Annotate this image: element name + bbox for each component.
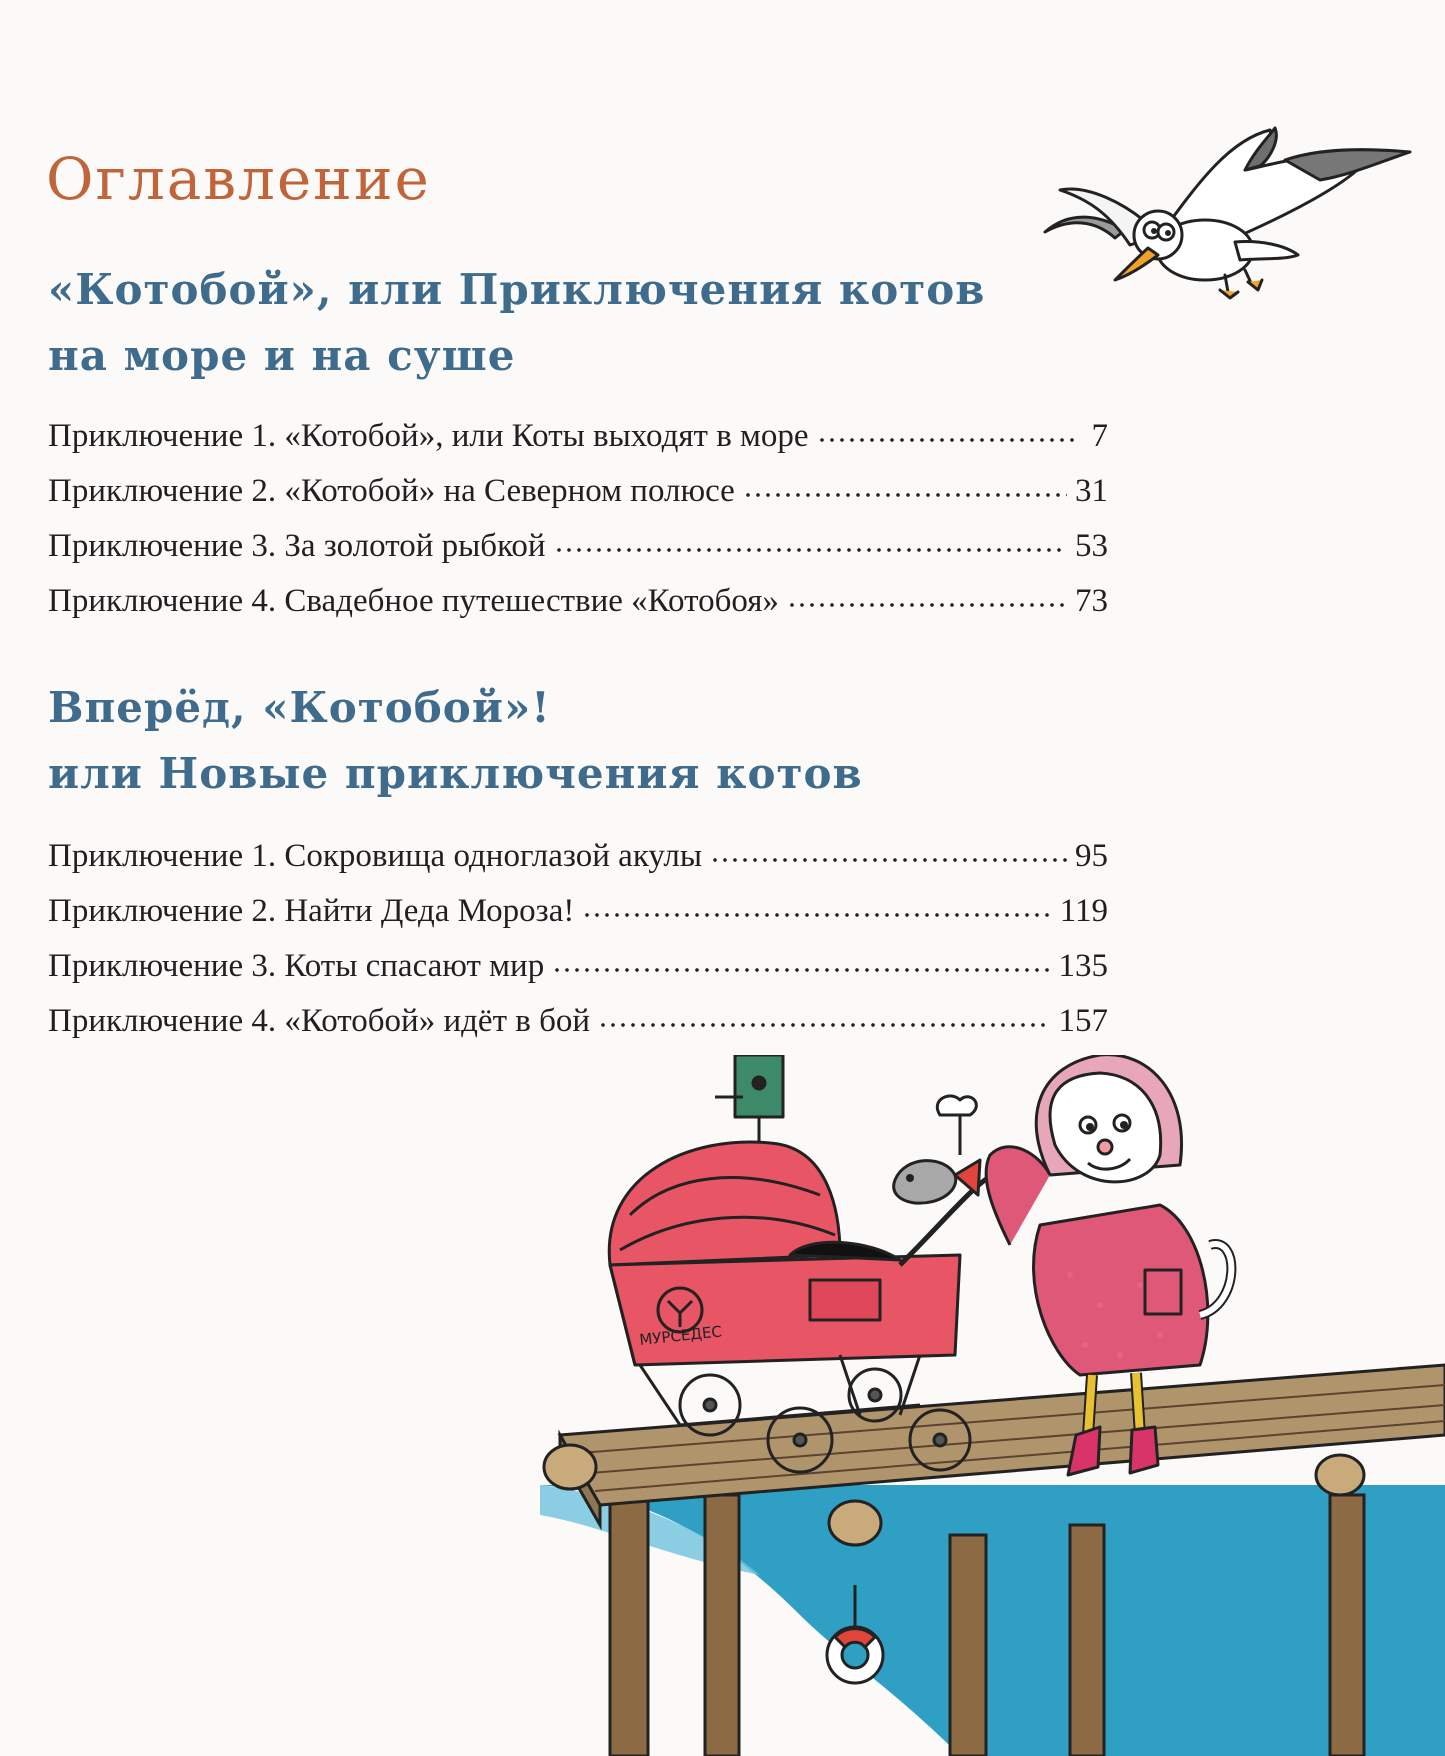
stroller-label: МУРСЕДЕС <box>638 1322 723 1349</box>
toc-entry-title: Приключение 1. Сокровища одноглазой акулы <box>48 838 703 874</box>
dot-leader <box>598 1021 1050 1029</box>
toc-entry-title: Приключение 3. Коты спасают мир <box>48 948 545 984</box>
toc-entry-title: Приключение 2. Найти Деда Мороза! <box>48 893 575 929</box>
toc-entry[interactable] <box>48 418 1108 473</box>
toc-entry-page: 157 <box>1058 1003 1108 1039</box>
dot-leader <box>582 911 1051 919</box>
book1-title <box>48 257 985 389</box>
book2-title <box>48 675 863 807</box>
toc-entry[interactable] <box>48 838 1108 893</box>
toc-entry-page: 135 <box>1058 948 1108 984</box>
toc-entry-page: 53 <box>1075 528 1108 564</box>
cat-stroller-pier-illustration <box>540 1055 1445 1756</box>
toc-entry-page: 119 <box>1059 893 1108 929</box>
toc-entry-title: Приключение 4. Свадебное путешествие «Котобоя» <box>48 583 779 619</box>
seagull-illustration <box>1030 120 1430 330</box>
book2-title-line1: Вперёд, «Котобой»! <box>48 683 551 732</box>
dot-leader <box>743 491 1067 499</box>
book2-title-line2: или Новые приключения котов <box>48 749 863 798</box>
toc-entry[interactable] <box>48 948 1108 1003</box>
toc-entry[interactable] <box>48 583 1108 638</box>
dot-leader <box>554 546 1067 554</box>
dot-leader <box>710 856 1067 864</box>
dot-leader <box>817 436 1080 444</box>
dot-leader <box>787 601 1067 609</box>
toc-entry[interactable] <box>48 473 1108 528</box>
toc-entry-title: Приключение 4. «Котобой» идёт в бой <box>48 1003 591 1039</box>
toc-entry-page: 95 <box>1075 838 1108 874</box>
toc-entry-title: Приключение 1. «Котобой», или Коты выходят в море <box>48 418 809 454</box>
toc-entry-page: 7 <box>1091 418 1108 454</box>
toc-entry-title: Приключение 2. «Котобой» на Северном полюсе <box>48 473 735 509</box>
book1-title-line2: на море и на суше <box>48 331 516 380</box>
toc-entry-page: 31 <box>1075 473 1108 509</box>
dot-leader <box>552 966 1050 974</box>
toc-title: Оглавление <box>46 145 431 213</box>
toc-entry-title: Приключение 3. За золотой рыбкой <box>48 528 546 564</box>
book2-contents-list <box>48 838 1108 1058</box>
toc-entry[interactable] <box>48 1003 1108 1058</box>
book1-title-line1: «Котобой», или Приключения котов <box>48 265 986 314</box>
book1-contents-list <box>48 418 1108 638</box>
toc-entry[interactable] <box>48 528 1108 583</box>
toc-entry-page: 73 <box>1075 583 1108 619</box>
toc-entry[interactable] <box>48 893 1108 948</box>
